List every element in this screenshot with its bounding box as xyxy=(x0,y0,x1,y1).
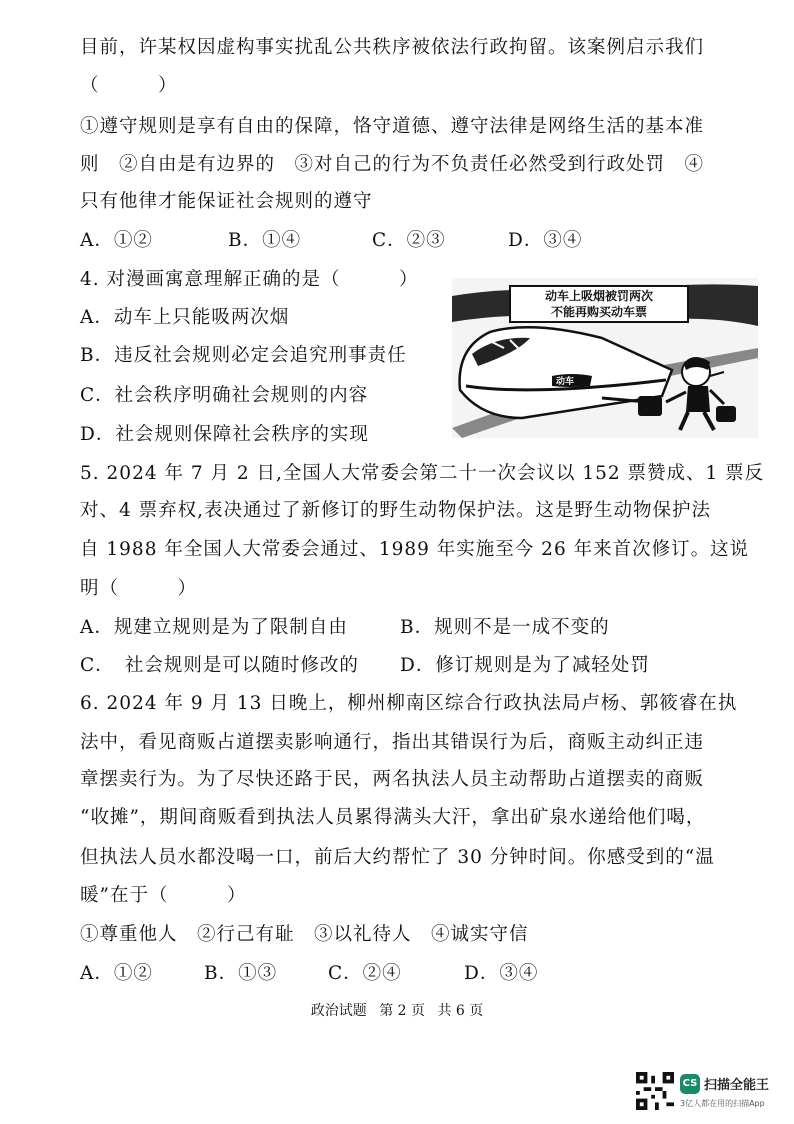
q3-option-b: B．①④ xyxy=(228,230,302,251)
q6-option-b: B．①③ xyxy=(204,963,278,984)
q4-option-d: D．社会规则保障社会秩序的实现 xyxy=(80,424,369,445)
scanner-app-name: 扫描全能王 xyxy=(704,1078,770,1093)
q5-stem-line-3: 自 1988 年全国人大常委会通过、1989 年实施至今 26 年来首次修订。这说 xyxy=(80,539,750,560)
q4-option-c: C．社会秩序明确社会规则的内容 xyxy=(80,385,369,406)
cartoon-train-label: 动车 xyxy=(556,377,575,387)
q6-stem-line-6: 暖”在于（ ） xyxy=(80,885,247,906)
q5-options-row-1 xyxy=(80,616,700,640)
q4-option-b: B．违反社会规则必定会追究刑事责任 xyxy=(80,345,407,366)
q6-stem-line-5: 但执法人员水都没喝一口，前后大约帮忙了 30 分钟时间。你感受到的“温 xyxy=(80,847,715,868)
q3-statement-line-3: 只有他律才能保证社会规则的遵守 xyxy=(80,191,373,212)
footer-page-number: 第 2 页 xyxy=(379,1003,425,1019)
q6-stem-line-2: 法中，看见商贩占道摆卖影响通行，指出其错误行为后，商贩主动纠正违 xyxy=(80,732,705,753)
page-footer xyxy=(0,1000,794,1020)
q6-option-c: C．②④ xyxy=(328,963,402,984)
q3-answer-blank: （ ） xyxy=(80,75,178,96)
scanner-watermark xyxy=(636,1072,786,1116)
q6-option-a: A．①② xyxy=(80,963,153,984)
q3-option-d: D．③④ xyxy=(508,230,583,251)
qr-code-icon xyxy=(636,1072,674,1110)
q5-option-c: C． 社会规则是可以随时修改的 xyxy=(80,655,359,676)
q6-stem-line-1: 6. 2024 年 9 月 13 日晚上，柳州柳南区综合行政执法局卢杨、郭筱睿在执 xyxy=(80,693,738,714)
q3-option-c: C．②③ xyxy=(372,230,446,251)
q5-option-a: A．规建立规则是为了限制自由 xyxy=(80,617,348,638)
footer-total-pages: 共 6 页 xyxy=(437,1003,484,1019)
q4-option-a: A．动车上只能吸两次烟 xyxy=(80,307,290,328)
q3-option-a: A．①② xyxy=(80,230,153,251)
train-smoking-cartoon xyxy=(452,278,758,438)
q6-stem-line-4: “收摊”，期间商贩看到执法人员累得满头大汗，拿出矿泉水递给他们喝， xyxy=(80,807,706,828)
cartoon-caption-1: 动车上吸烟被罚两次 xyxy=(544,289,654,303)
q6-statements: ①尊重他人 ②行己有耻 ③以礼待人 ④诚实守信 xyxy=(80,924,529,945)
q5-option-d: D．修订规则是为了减轻处罚 xyxy=(400,655,650,676)
footer-subject: 政治试题 xyxy=(310,1003,367,1019)
q6-stem-line-3: 章摆卖行为。为了尽快还路于民，两名执法人员主动帮助占道摆卖的商贩 xyxy=(80,769,705,790)
q6-options xyxy=(80,962,580,986)
cartoon-caption-2: 不能再购买动车票 xyxy=(550,305,648,319)
q4-stem: 4. 对漫画寓意理解正确的是（ ） xyxy=(80,269,419,290)
q5-stem-line-1: 5. 2024 年 7 月 2 日,全国人大常委会第二十一次会议以 152 票赞成、1 票反 xyxy=(80,463,765,484)
cs-logo-icon: CS xyxy=(680,1074,700,1094)
q3-statement-line-2: 则 ②自由是有边界的 ③对自己的行为不负责任必然受到行政处罚 ④ xyxy=(80,154,705,175)
q5-options-row-2 xyxy=(80,654,700,678)
q3-stem-line-1: 目前，许某权因虚构事实扰乱公共秩序被依法行政拘留。该案例启示我们 xyxy=(80,37,705,58)
q3-statement-line-1: ①遵守规则是享有自由的保障，恪守道德、遵守法律是网络生活的基本准 xyxy=(80,116,705,137)
q5-option-b: B．规则不是一成不变的 xyxy=(400,617,610,638)
scanner-tagline: 3亿人都在用的扫描App xyxy=(680,1099,765,1108)
q3-options xyxy=(80,229,680,253)
q5-stem-line-2: 对、4 票弃权,表决通过了新修订的野生动物保护法。这是野生动物保护法 xyxy=(80,500,712,521)
q5-stem-line-4: 明（ ） xyxy=(80,578,198,599)
q6-option-d: D．③④ xyxy=(464,963,539,984)
